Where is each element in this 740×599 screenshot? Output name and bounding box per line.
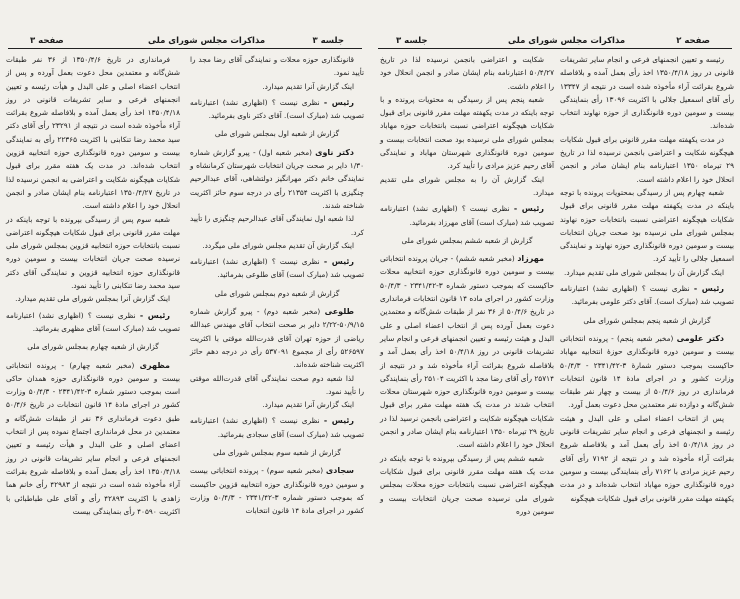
paragraph-text: (مخبر شعبه چهارم) - پرونده انتخاباتی بیست و سومین دوره قانونگذاری حوزه همدان حاکی است بموجب دستور شماره ۳-۲۳۴۱/۴۲ - ۵۰/۴/۳ وزارت کشور در اجرای مادهٔ ۱۴ قانون انتخابات در تاریخ ۵۰/۴/۶ طبق دعوت فرمانداری ۳۶ نفر از طبقات شش‌گانه و معتمدین در محل فرمانداری اجتماع نموده پس از انتخاب اعضای اصلی و علی البدل و هیأت رئیسه و تعیین انجمنهای فرعی و انجام سایر تشریفات قانونی در روز ۱۳۵۰/۴/۱۸ اخذ رأی بعمل آمده و بلافاصله شروع بقرائت آراء مأخوذه شده است در نتیجه از ۴۲۹۸۳ رأی خانم هما زاهدی با اکثریت ۴۲۸۹۳ رأی و آقای علی طباطبائی با اکثریت ۴۰۵۹۰ رأی بنمایندگی بیست: [6, 360, 181, 516]
speaker-name: رئیس -: [323, 416, 354, 426]
text-column: [560, 53, 734, 505]
speaker-name: دکتر علومی: [676, 333, 725, 343]
section-heading: گزارش از شعبه پنجم بمجلس شورای ملی: [583, 315, 711, 325]
paragraph-text: (مخبر شعبه ششم) - جریان پرونده انتخاباتی بیست و سومین دوره قانونگذاری حوزه انتخابیه محلات حاکیست که بموجب دستور شماره ۳-۲۳۴۱/۴۲ - ۵۰/۴/۳ وزارت کشور در اجرای ماده ۱۴ قانون انتخابات فرمانداری در تاریخ ۵۰/۴/۶ از ۳۶ نفر از طبقات شش‌گانه و معتمدین دعوت بعمل آورده پس از انتخاب اعضاء اصلی و علی البدل و هیئت رئیسه و تعیین انجمنهای فرعی و انجام سایر تشریفات قانونی در روز ۵۰/۴/۱۸ اخذ رأی بعمل آمد و بلافاصله شروع بقرائت آراء مأخوذه شد و در نتیجه از ۲۵۷۱۴ رأی آقای رضا مجد با اکثریت ۲۵۱۰۴ رأی بنمایندگی بیست و سومین دوره قانونگذاری حوزه شهرستان محلات انتخاب شدند در مدت یک هفته مهلت مقرر برای قبول شکایات هیچگونه شکایت و اعتراضی بانجمن نرسید لذا در تاریخ ۲۹ تیرماه ۱۳۵۰ اعتبارنامه بنام ایشان صادر و انجمن انحلال خود را اعلام داشته است.: [380, 254, 555, 450]
paragraph: اینک گزارش آن را بمجلس شورای ملی تقدیم میدارد.: [564, 267, 724, 277]
paragraph: اینک گزارش آنرا تقدیم میدارد.: [262, 81, 354, 91]
speaker-name: رئیس -: [323, 257, 354, 267]
page-number: صفحه ۳: [30, 36, 64, 46]
speaker-paragraph: [190, 146, 364, 212]
paragraph: شعبه سوم پس از رسیدگی بپرونده با توجه باینکه در مهلت مقرر قانونی برای قبول شکایات هیچگونه اعتراضی نسبت بانتخابات حوزه انتخابیه قزوین بمجلس شورای ملی نرسیده صحت جریان انتخابات بیست و سومین دوره قانونگذاری حوزه انتخابیه قزوین و نمایندگی آقای دکتر سید محمد رضا تنکابنی را تأیید نمود.: [6, 214, 180, 291]
speaker-paragraph: [190, 255, 364, 282]
page-header: [378, 36, 732, 49]
session-number: جلسه ۳: [312, 36, 344, 46]
paragraph-text: (مخبر شعبه پنجم) - پرونده انتخاباتی بیست و سومین دوره قانونگذاری حوزهٔ انتخابیه مهاباد حاکیست بموجب دستور شمارهٔ ۳-۲۳۴۱/۴۲ - ۵۰/۴/۳ وزارت کشور و در اجرای مادهٔ ۱۴ قانون انتخابات فرمانداری در روز ۵۰/۴/۶ از بیست و چهار نفر طبقات شش‌گانه و دوازده نفر معتمدین محل دعوت بعمل آورد.: [560, 333, 735, 410]
speaker-name: مهرزاد: [517, 254, 544, 264]
paragraph-text: (مخبر شعبه اول) - پیرو گزارش شماره ۱/۳۰ دایر بر صحت جریان انتخابات شهرستان کرمانشاه و نمایندگی خانم دکتر مهرانگیز دولتشاهی، آقای عبدالرحیم چنگیزی با اکثریت ۲۱۳۵۴ رأی در درجه سوم حائز اکثریت شناخته شدند.: [190, 147, 364, 210]
paragraph-text: نظری نیست ؟ (اظهاری نشد) اعتبارنامه تصویب شد (مبارک است) آقای مهرزاد بفرمائید.: [380, 204, 554, 227]
speaker-name: طلوعی: [324, 307, 354, 317]
speaker-name: سجادی: [325, 466, 354, 476]
publication-title: مذاکرات مجلس شورای ملی: [148, 36, 266, 46]
paragraph: قانونگذاری حوزه محلات و نمایندگی آقای رضا مجد را تأیید نمود.: [190, 55, 364, 78]
speaker-paragraph: [6, 309, 180, 336]
paragraph: شعبه ششم پس از رسیدگی بپرونده با توجه باینکه در مدت یک هفته مهلت مقرر قانونی برای قبول شکایات هیچگونه اعتراضی نسبت بانتخابات حوزه محلات بمجلس شورای ملی نرسیده صحت جریان انتخابات بیست و سومین دوره: [380, 453, 554, 516]
speaker-name: رئیس -: [139, 310, 170, 320]
paragraph-text: (مخبر شعبه دوم) - پیرو گزارش شماره ۵۰/۹/۱۵-۲/۲۲ دایر بر صحت انتخاب آقای مهندس عبدالله ریاضی از حوزه تهران آقای قدرت‌الله موقتی با اکثریت ۵۲۶۵۹۷ رأی از مجموع ۵۳۷۰۹۱ رأی در درجه دهم حائز اکثریت شناخته شده‌اند.: [190, 307, 364, 370]
section-heading: گزارش از شعبه دوم بمجلس شورای ملی: [214, 288, 340, 298]
section-heading: گزارش از شعبه سوم بمجلس شورای ملی: [213, 448, 341, 458]
paragraph-text: نظری نیست ؟ (اظهاری نشد) اعتبارنامه تصویب شد (مبارک است). آقای دکتر ناوی بفرمائید.: [190, 97, 364, 121]
paragraph: لذا شعبه دوم صحت نمایندگی آقای قدرت‌الله موقتی را تأیید نمود.: [190, 373, 364, 396]
speaker-paragraph: [560, 332, 734, 412]
section-heading: گزارش از شعبه اول بمجلس شورای ملی: [214, 129, 340, 139]
speaker-name: رئیس -: [693, 284, 724, 294]
speaker-name: دکتر ناوی: [315, 147, 354, 157]
paragraph-text: (مخبر شعبه سوم) - پرونده انتخاباتی بیست و سومین دوره قانونگذاری حوزه انتخابیه قزوین حاکیست که بموجب دستور شماره ۳-۲۳۴۱/۴۲ - ۵۰/۴/۳ وزارت کشور در اجرای مادهٔ ۱۴ قانون انتخابات: [190, 466, 364, 516]
paragraph: در مدت یکهفته مهلت مقرر قانونی برای قبول شکایات هیچگونه شکایت و اعتراضی بانجمن نرسیده لذا در تاریخ ۲۹ تیرماه ۱۳۵۰ اعتبارنامه بنام ایشان صادر و انجمن انحلال خود را اعلام داشته است.: [560, 134, 734, 184]
section-heading: گزارش از شعبه چهارم بمجلس شورای ملی: [27, 342, 159, 352]
paragraph: پس از انتخاب اعضاء اصلی و علی البدل و هیئت رئیسه و انجمنهای فرعی و انجام سایر تشریفات قانونی در روز ۵۰/۴/۱۸ اخذ رأی بعمل آمد و بلافاصله شروع بقرائت آراء مأخوذه شد و در نتیجه از ۷۱۹۲ رأی آقای رحیم عزیز مرادی با ۷۱۶۲ رأی بنمایندگی بیست و سومین دوره قانونگذاری حوزه مهاباد انتخاب شده‌اند و در مدت یکهفته مهلت مقرر قانونی برای قبول شکایات هیچگونه: [560, 413, 735, 503]
paragraph: شکایت و اعتراضی بانجمن نرسیده لذا در تاریخ ۵۰/۴/۲۷ اعتبارنامه بنام ایشان صادر و انجمن انحلال خود را اعلام داشت.: [380, 55, 554, 91]
session-number: جلسه ۳: [396, 36, 428, 46]
speaker-paragraph: [380, 202, 554, 229]
page-header: [8, 36, 362, 49]
speaker-paragraph: [190, 96, 364, 123]
paragraph-text: نظری نیست ؟ (اظهاری نشد) اعتبارنامه تصویب شد (مبارک است) آقای طلوعی بفرمائید.: [190, 257, 364, 280]
speaker-name: مظهری: [139, 360, 170, 370]
speaker-paragraph: [190, 464, 364, 517]
paragraph: اینک گزارش آنرا تقدیم میدارد.: [262, 400, 354, 410]
publication-title: مذاکرات مجلس شورای ملی: [508, 36, 626, 46]
paragraph: اینک گزارش آنرا بمجلس شورای ملی تقدیم میدارد.: [15, 294, 170, 304]
page-number: صفحه ۲: [676, 36, 710, 46]
paragraph: اینک گزارش آن تقدیم مجلس شورای ملی میگردد.: [202, 240, 354, 250]
speaker-name: رئیس -: [323, 97, 354, 107]
speaker-paragraph: [560, 282, 734, 309]
text-column: [190, 53, 364, 518]
text-column: [6, 53, 180, 518]
paragraph: شعبه پنجم پس از رسیدگی به محتویات پرونده و با توجه باینکه در مدت یکهفته مهلت مقرر قانونی برای قبول شکایات هیچگونه اعتراضی نسبت بانتخابات حوزه مهاباد بمجلس شورای ملی نرسیده بود صحت انتخابات بیست و سومین دوره قانونگذاری شهرستان مهاباد و نمایندگی آقای رحیم عزیز مرادی را تأیید کرد.: [380, 94, 554, 171]
section-heading: گزارش از شعبه ششم بمجلس شورای ملی: [401, 235, 533, 245]
paragraph-text: نظری نیست ؟ (اظهاری نشد) اعتبارنامه تصویب شد (مبارک است) آقای مظهری بفرمائید.: [6, 310, 180, 333]
paragraph-text: نظری نیست ؟ (اظهاری نشد) اعتبارنامه تصویب شد (مبارک است). آقای دکتر علومی بفرمائید.: [560, 284, 734, 307]
paragraph: اینک گزارش آن را به مجلس شورای ملی تقدیم میدارد.: [380, 174, 554, 197]
right-page: [370, 0, 740, 599]
paragraph: فرمانداری در تاریخ ۱۳۵۰/۴/۶ از ۳۶ نفر طبقات شش‌گانه و معتمدین محل دعوت بعمل آورده و پس از انتخاب اعضاء اصلی و علی البدل و هیأت رئیسه و تعیین انجمنهای فرعی و سایر تشریفات قانونی در روز ۱۳۵۰/۴/۱۸ اخذ رأی بعمل آمده و بلافاصله شروع بقرائت آراء مأخوذه شده است در نتیجه از ۲۳۲۹۱ رأی آقای دکتر سید محمد رضا تنکابنی با اکثریت ۲۲۳۶۵ رأی به نمایندگی بیست و سومین دوره قانونگذاری حوزه انتخابیه قزوین انتخاب شده‌اند. در مدت یک هفته مقرر برای قبول شکایات هیچگونه شکایت و اعتراضی به انجمن نرسیده لذا در تاریخ ۱۳۵۰/۴/۲۷ اعتبارنامه بنام ایشان صادر و انجمن انحلال خود را اعلام داشته است.: [6, 55, 181, 211]
paragraph: رئیسه و تعیین انجمنهای فرعی و انجام سایر تشریفات قانونی در روز ۱۳۵۰/۴/۱۸ اخذ رأی بعمل آمده و بلافاصله شروع بقرائت آراء مأخوذه شده است در نتیجه از ۱۳۳۴۷ رأی آقای اسمعیل جلالی با اکثریت ۱۳۰۹۶ رأی بنمایندگی بیست و سومین دوره قانونگذاری از حوزه نهاوند انتخاب شده‌اند.: [560, 55, 734, 131]
speaker-name: رئیس -: [513, 204, 544, 214]
paragraph: لذا شعبه اول نمایندگی آقای عبدالرحیم چنگیزی را تأیید کرد.: [190, 214, 364, 237]
paragraph: شعبه چهارم پس از رسیدگی بمحتویات پرونده با توجه باینکه در مدت یکهفته مهلت مقرر قانونی برای قبول شکایات هیچگونه اعتراضی نسبت بانتخابات حوزه نهاوند بمجلس شورای ملی نرسیده بود صحت جریان انتخابات بیست و سومین دوره قانونگذاری حوزه نهاوند و نمایندگی اسمعیل جلالی را تأیید کرد.: [560, 187, 734, 264]
speaker-paragraph: [380, 252, 554, 451]
paragraph-text: نظری نیست ؟ (اظهاری نشد) اعتبارنامه تصویب شد (مبارک است) آقای سجادی بفرمائید.: [190, 416, 364, 439]
speaker-paragraph: [6, 359, 180, 519]
speaker-paragraph: [190, 414, 364, 441]
speaker-paragraph: [190, 305, 364, 371]
text-column: [380, 53, 554, 518]
